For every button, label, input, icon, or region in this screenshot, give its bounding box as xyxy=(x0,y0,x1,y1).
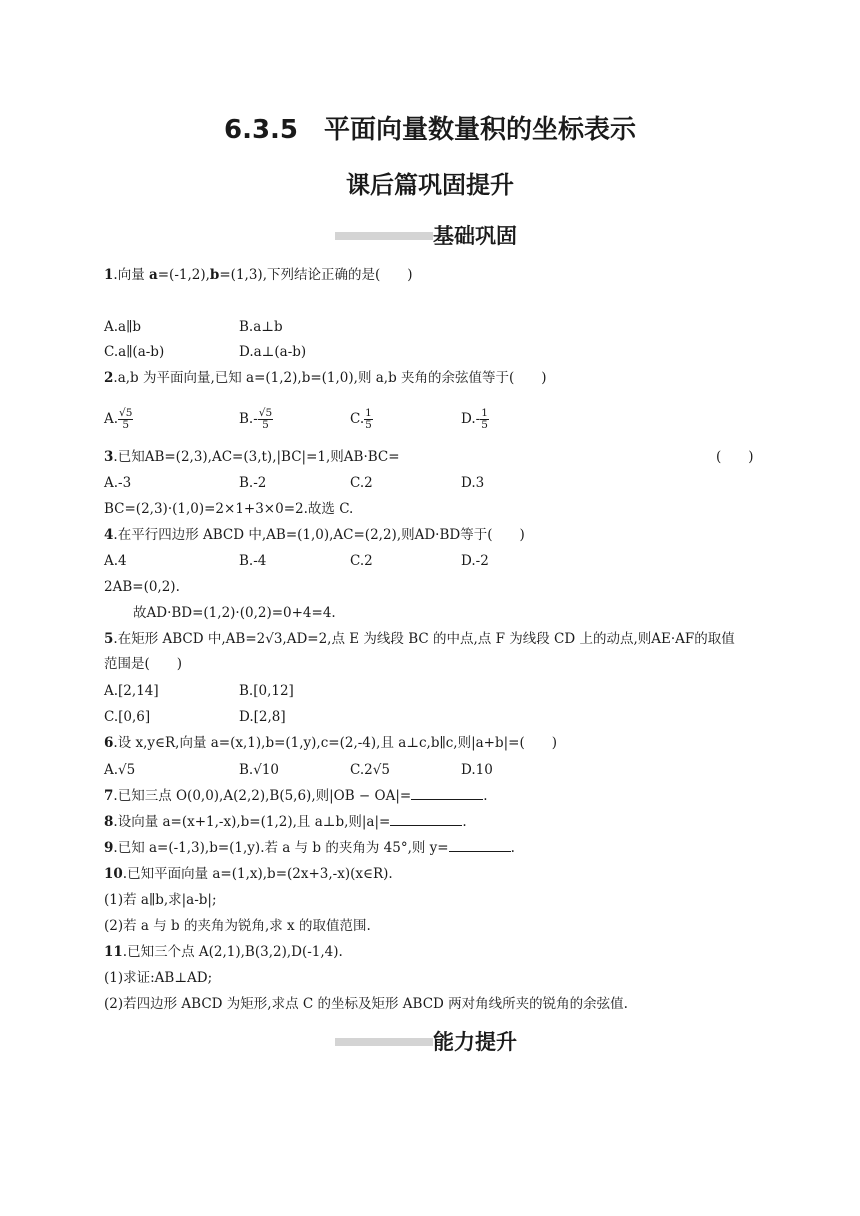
q7-number: 7 xyxy=(104,788,114,804)
q10-part-2: (2)若 a 与 b 的夹角为锐角,求 x 的取值范围. xyxy=(104,918,371,934)
q5-number: 5 xyxy=(104,631,114,647)
question-10 xyxy=(104,865,393,883)
q10-stem: .已知平面向量 a=(1,x),b=(2x+3,-x)(x∈R). xyxy=(122,866,393,882)
q5-option-a[interactable]: A.[2,14] xyxy=(104,683,159,699)
q3-option-b[interactable]: B.-2 xyxy=(239,475,267,491)
q2-option-a[interactable]: A. $\frac{√5}{5}$ xyxy=(104,407,133,431)
section-advanced-label: 能力提升 xyxy=(433,1030,517,1054)
q11-part-2: (2)若四边形 ABCD 为矩形,求点 C 的坐标及矩形 ABCD 两对角线所夹的锐角的余弦值. xyxy=(104,996,628,1012)
q7-stem: .已知三点 O(0,0),A(2,2),B(5,6),则|OB − OA|= xyxy=(113,788,412,804)
q7-answer-blank[interactable] xyxy=(411,799,483,800)
q1-vec-a: a xyxy=(149,267,158,283)
q3-option-a[interactable]: A.-3 xyxy=(104,475,132,491)
q8-end: . xyxy=(462,814,467,830)
q4-option-a[interactable]: A.4 xyxy=(104,553,127,569)
section-bar xyxy=(335,232,433,240)
question-4 xyxy=(104,526,525,544)
q1-vec-b: b xyxy=(209,267,220,283)
q8-number: 8 xyxy=(104,814,114,830)
q4-option-b[interactable]: B.-4 xyxy=(239,553,267,569)
q4-solution-1: 2AB=(0,2). xyxy=(104,579,180,595)
q11-number: 11 xyxy=(104,944,123,960)
q1-option-d[interactable]: D.a⊥(a-b) xyxy=(239,344,307,360)
q2-stem: .a,b 为平面向量,已知 a=(1,2),b=(1,0),则 a,b 夹角的余弦值等于( ) xyxy=(113,370,547,386)
q3-answer-paren: ( ) xyxy=(716,449,754,465)
q2-option-d[interactable]: D.- $\frac{1}{5}$ xyxy=(461,407,488,431)
q4-number: 4 xyxy=(104,527,114,543)
q8-answer-blank[interactable] xyxy=(390,825,462,826)
q11-stem: .已知三个点 A(2,1),B(3,2),D(-1,4). xyxy=(122,944,343,960)
q10-number: 10 xyxy=(104,866,123,882)
section-bar xyxy=(335,1038,433,1046)
q9-number: 9 xyxy=(104,840,114,856)
q5-option-d[interactable]: D.[2,8] xyxy=(239,709,286,725)
question-2 xyxy=(104,369,547,387)
q5-stem-1: .在矩形 ABCD 中,AB=2√3,AD=2,点 E 为线段 BC 的中点,点 F 为线段 CD 上的动点,则AE·AF的取值 xyxy=(113,631,735,647)
q1-option-a[interactable]: A.a∥b xyxy=(104,319,141,335)
q2-number: 2 xyxy=(104,370,114,386)
question-9 xyxy=(104,839,515,857)
q1-number: 1 xyxy=(104,267,114,283)
q7-end: . xyxy=(483,788,488,804)
q5-stem-2: 范围是( ) xyxy=(104,656,183,672)
q6-number: 6 xyxy=(104,735,114,751)
question-6 xyxy=(104,734,557,752)
q3-number: 3 xyxy=(104,449,114,465)
q11-part-1: (1)求证:AB⊥AD; xyxy=(104,970,213,986)
q3-option-d[interactable]: D.3 xyxy=(461,475,485,491)
section-advanced xyxy=(335,1028,535,1056)
question-3 xyxy=(104,448,400,466)
q5-option-c[interactable]: C.[0,6] xyxy=(104,709,151,725)
q1-stem-post: =(1,3),下列结论正确的是( ) xyxy=(219,267,413,283)
q5-option-b[interactable]: B.[0,12] xyxy=(239,683,294,699)
page-subtitle: 课后篇巩固提升 xyxy=(346,171,514,199)
q1-stem-pre: .向量 xyxy=(113,267,149,283)
question-11 xyxy=(104,943,343,961)
q6-option-b[interactable]: B.√10 xyxy=(239,762,279,778)
q6-stem: .设 x,y∈R,向量 a=(x,1),b=(1,y),c=(2,-4),且 a⊥c,b∥c,则|a+b|=( ) xyxy=(113,735,558,751)
question-1 xyxy=(104,266,413,284)
q1-stem-mid: =(-1,2), xyxy=(157,267,210,283)
q1-option-c[interactable]: C.a∥(a-b) xyxy=(104,344,165,360)
q6-option-c[interactable]: C.2√5 xyxy=(350,762,390,778)
q6-option-d[interactable]: D.10 xyxy=(461,762,493,778)
q1-option-b[interactable]: B.a⊥b xyxy=(239,319,283,335)
q6-option-a[interactable]: A.√5 xyxy=(104,762,136,778)
q2-option-b[interactable]: B.- $\frac{√5}{5}$ xyxy=(239,407,273,431)
q4-solution-2: 故AD·BD=(1,2)·(0,2)=0+4=4. xyxy=(133,605,336,621)
question-7 xyxy=(104,787,488,805)
q9-answer-blank[interactable] xyxy=(449,851,511,852)
page-title: 6.3.5 平面向量数量积的坐标表示 xyxy=(223,115,637,145)
q3-solution: BC=(2,3)·(1,0)=2×1+3×0=2.故选 C. xyxy=(104,501,354,517)
q3-stem: .已知AB=(2,3),AC=(3,t),|BC|=1,则AB·BC= xyxy=(113,449,400,465)
q8-stem: .设向量 a=(x+1,-x),b=(1,2),且 a⊥b,则|a|= xyxy=(113,814,391,830)
q2-option-c[interactable]: C. $\frac{1}{5}$ xyxy=(350,407,372,431)
question-5 xyxy=(104,630,735,648)
section-basic xyxy=(335,222,535,250)
q9-end: . xyxy=(510,840,515,856)
q3-option-c[interactable]: C.2 xyxy=(350,475,373,491)
section-basic-label: 基础巩固 xyxy=(433,224,517,248)
q4-option-c[interactable]: C.2 xyxy=(350,553,373,569)
q9-stem: .已知 a=(-1,3),b=(1,y).若 a 与 b 的夹角为 45°,则 y= xyxy=(113,840,449,856)
question-8 xyxy=(104,813,467,831)
q4-option-d[interactable]: D.-2 xyxy=(461,553,489,569)
q10-part-1: (1)若 a∥b,求|a-b|; xyxy=(104,892,217,908)
q4-stem: .在平行四边形 ABCD 中,AB=(1,0),AC=(2,2),则AD·BD等于( ) xyxy=(113,527,525,543)
